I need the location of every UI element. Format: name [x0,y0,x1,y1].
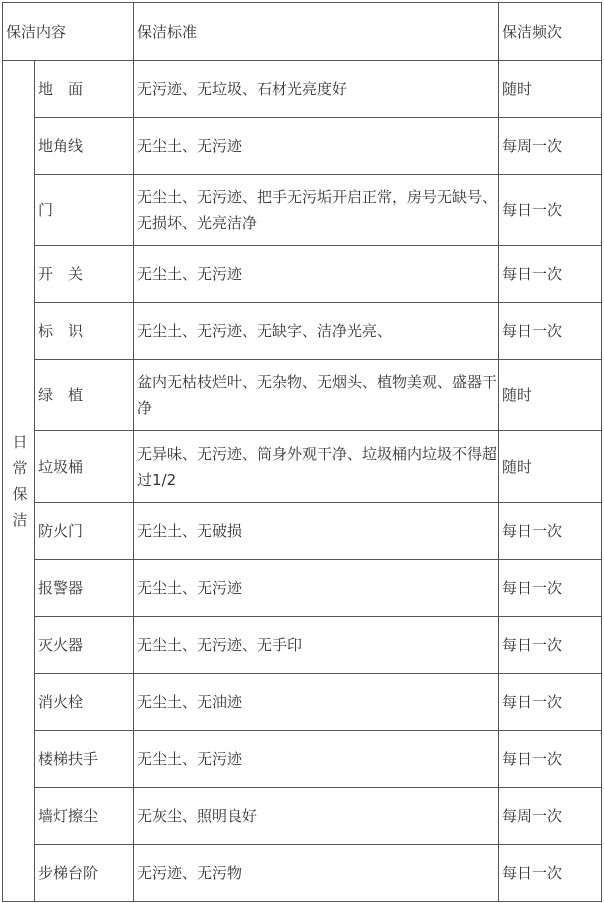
item-name: 标 识 [35,303,134,360]
table-row [3,674,602,731]
item-standard: 无尘土、无污迹 [134,731,499,788]
header-frequency: 保洁频次 [499,3,602,61]
item-name: 报警器 [35,560,134,617]
item-standard: 无尘土、无污迹 [134,118,499,175]
header-standard: 保洁标准 [134,3,499,61]
item-standard: 无尘土、无污迹 [134,560,499,617]
category-char: 洁 [12,511,28,529]
item-standard: 无尘土、无污迹、无手印 [134,617,499,674]
cleaning-standards-table [2,2,602,902]
header-content: 保洁内容 [3,3,134,61]
item-name: 绿 植 [35,360,134,431]
table-row [3,175,602,246]
table-row [3,360,602,431]
item-name: 防火门 [35,503,134,560]
table-row [3,303,602,360]
item-frequency: 每周一次 [499,118,602,175]
item-frequency: 每日一次 [499,503,602,560]
table-row [3,788,602,845]
item-frequency: 每日一次 [499,845,602,902]
category-char: 保 [12,485,28,503]
item-frequency: 随时 [499,431,602,503]
table-row [3,246,602,303]
category-char: 常 [12,459,28,477]
item-frequency: 每日一次 [499,674,602,731]
item-name: 地角线 [35,118,134,175]
item-name: 灭火器 [35,617,134,674]
item-frequency: 每日一次 [499,560,602,617]
table-row [3,617,602,674]
item-standard: 无尘土、无油迹 [134,674,499,731]
item-name: 地 面 [35,61,134,118]
item-frequency: 随时 [499,360,602,431]
table-row [3,731,602,788]
item-standard: 无尘土、无污迹、把手无污垢开启正常，房号无缺号、无损坏、光亮洁净 [134,175,499,246]
item-name: 开 关 [35,246,134,303]
table-header-row [3,3,602,61]
item-standard: 无尘土、无破损 [134,503,499,560]
item-standard: 无异味、无污迹、筒身外观干净、垃圾桶内垃圾不得超过1/2 [134,431,499,503]
item-standard: 无污迹、无污物 [134,845,499,902]
item-frequency: 每周一次 [499,788,602,845]
item-frequency: 每日一次 [499,617,602,674]
item-frequency: 每日一次 [499,731,602,788]
item-name: 消火栓 [35,674,134,731]
item-name: 垃圾桶 [35,431,134,503]
item-standard: 无灰尘、照明良好 [134,788,499,845]
table-row [3,845,602,902]
table-row [3,503,602,560]
item-name: 墙灯擦尘 [35,788,134,845]
item-name: 楼梯扶手 [35,731,134,788]
item-name: 门 [35,175,134,246]
item-standard: 无尘土、无污迹、无缺字、洁净光亮、 [134,303,499,360]
category-char: 日 [12,433,28,451]
table-row [3,560,602,617]
item-frequency: 随时 [499,61,602,118]
item-standard: 盆内无枯枝烂叶、无杂物、无烟头、植物美观、盛器干净 [134,360,499,431]
category-daily-cleaning [3,61,35,902]
table-row [3,431,602,503]
item-frequency: 每日一次 [499,246,602,303]
item-frequency: 每日一次 [499,303,602,360]
table-row [3,61,602,118]
item-standard: 无污迹、无垃圾、石材光亮度好 [134,61,499,118]
item-frequency: 每日一次 [499,175,602,246]
item-name: 步梯台阶 [35,845,134,902]
item-standard: 无尘土、无污迹 [134,246,499,303]
table-row [3,118,602,175]
